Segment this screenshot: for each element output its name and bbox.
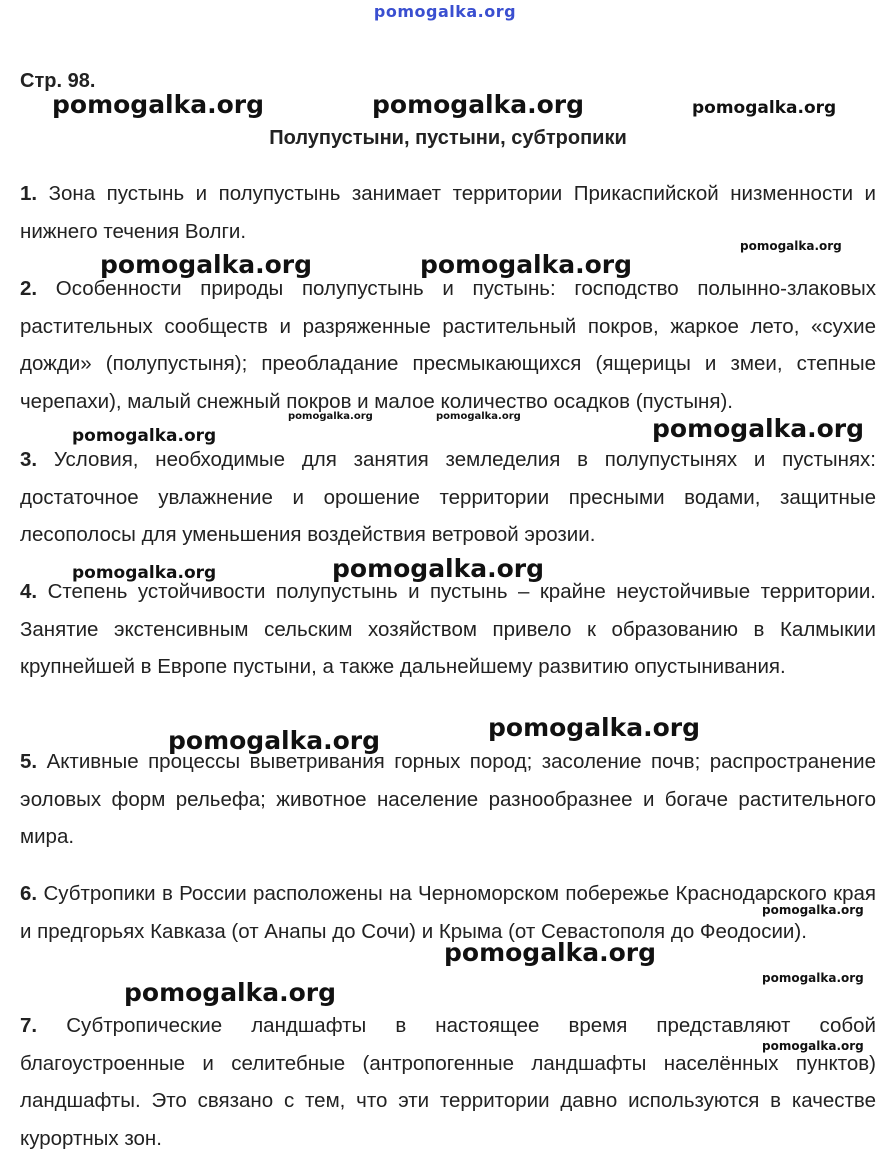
top-watermark: pomogalka.org xyxy=(373,2,517,21)
paragraph-text: Субтропические ландшафты в настоящее время представляют собой благоустроенные и селитебные (антропогенные ландшафты населённых пунктов) ландшафты. Это связано с тем, что эти территории давно используются в качестве курортных зон. xyxy=(20,1014,876,1150)
paragraph-5 xyxy=(20,743,876,856)
watermark: pomogalka.org xyxy=(762,903,864,917)
paragraph-number: 1. xyxy=(20,182,38,205)
watermark: pomogalka.org xyxy=(762,1039,864,1053)
watermark: pomogalka.org xyxy=(740,239,842,253)
watermark: pomogalka.org xyxy=(52,90,265,119)
watermark: pomogalka.org xyxy=(124,978,337,1007)
watermark: pomogalka.org xyxy=(488,713,701,742)
watermark: pomogalka.org xyxy=(372,90,585,119)
paragraph-4 xyxy=(20,573,876,686)
paragraph-number: 5. xyxy=(20,750,38,773)
paragraph-number: 2. xyxy=(20,277,38,300)
paragraph-text: Активные процессы выветривания горных пород; засоление почв; распространение эоловых форм рельефа; животное население разнообразнее и богаче растительного мира. xyxy=(20,750,876,848)
watermark: pomogalka.org xyxy=(288,411,373,422)
watermark: pomogalka.org xyxy=(100,250,313,279)
paragraph-number: 3. xyxy=(20,448,38,471)
watermark: pomogalka.org xyxy=(72,426,217,446)
paragraph-text: Зона пустынь и полупустынь занимает территории Прикаспийской низменности и нижнего течения Волги. xyxy=(20,182,876,243)
watermark: pomogalka.org xyxy=(332,554,545,583)
watermark: pomogalka.org xyxy=(652,414,865,443)
watermark: pomogalka.org xyxy=(420,250,633,279)
paragraph-text: Особенности природы полупустынь и пустынь: господство полынно-злаковых растительных сообществ и разряженные растительный покров, жаркое лето, «сухие дожди» (полупустыня); преобладание пресмыкающихся (ящерицы и змеи, степные черепахи), малый снежный покров и малое количество осадков (пустыня). xyxy=(20,277,876,413)
paragraph-number: 7. xyxy=(20,1014,38,1037)
document-title: Полупустыни, пустыни, субтропики xyxy=(269,127,627,149)
paragraph-2 xyxy=(20,270,876,420)
page-number: Стр. 98. xyxy=(20,70,96,92)
paragraph-number: 6. xyxy=(20,882,38,905)
watermark: pomogalka.org xyxy=(692,98,837,118)
paragraph-text: Степень устойчивости полупустынь и пустынь – крайне неустойчивые территории. Занятие экстенсивным сельским хозяйством привело к образованию в Калмыкии крупнейшей в Европе пустыни, а также дальнейшему развитию опустынивания. xyxy=(20,580,876,678)
watermark: pomogalka.org xyxy=(762,971,864,985)
paragraph-7 xyxy=(20,1007,876,1157)
watermark: pomogalka.org xyxy=(168,726,381,755)
watermark: pomogalka.org xyxy=(436,411,521,422)
paragraph-number: 4. xyxy=(20,580,38,603)
paragraph-text: Условия, необходимые для занятия земледелия в полупустынях и пустынях: достаточное увлажнение и орошение территории пресными водами, защитные лесополосы для уменьшения воздействия ветровой эрозии. xyxy=(20,448,876,546)
paragraph-text: Субтропики в России расположены на Черноморском побережье Краснодарского края и предгорьях Кавказа (от Анапы до Сочи) и Крыма (от Севастополя до Феодосии). xyxy=(20,882,876,943)
watermark: pomogalka.org xyxy=(72,563,217,583)
paragraph-3 xyxy=(20,441,876,554)
watermark: pomogalka.org xyxy=(444,938,657,967)
